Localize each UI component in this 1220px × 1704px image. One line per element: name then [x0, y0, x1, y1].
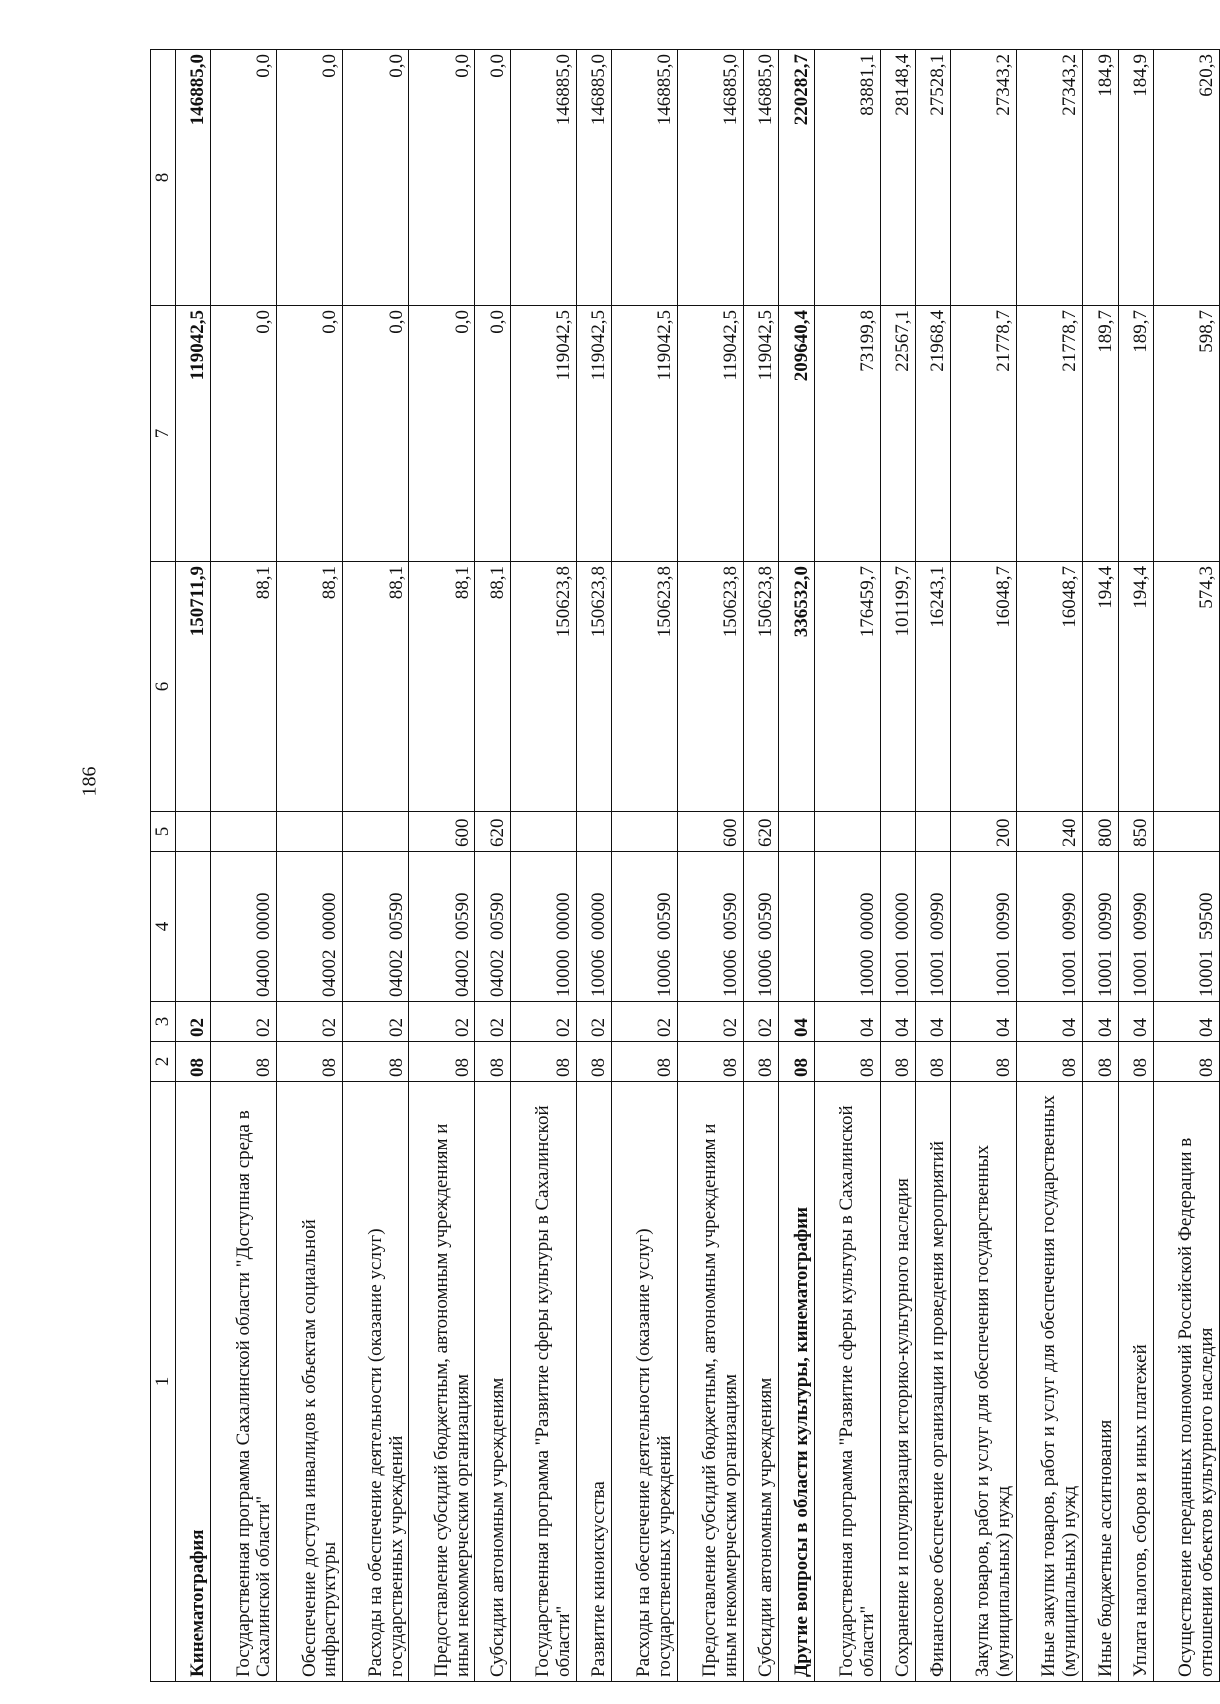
- amount-cell: 150623,8: [744, 562, 779, 812]
- section-code-cell: 08: [409, 1042, 475, 1082]
- table-row: [744, 50, 779, 1682]
- expense-type-cell: 620: [744, 812, 779, 852]
- amount-cell: 0,0: [475, 50, 510, 306]
- amount-cell: 88,1: [409, 562, 475, 812]
- expense-type-cell: 200: [951, 812, 1017, 852]
- table-row: [176, 50, 211, 1682]
- item-name-cell: Субсидии автономным учреждениям: [744, 1082, 779, 1682]
- item-name-cell: Уплата налогов, сборов и иных платежей: [1118, 1082, 1153, 1682]
- table-body: [176, 50, 1220, 1682]
- table-row: [576, 50, 611, 1682]
- amount-cell: 27343,2: [1017, 50, 1083, 306]
- target-article-cell: 10001 00000: [880, 852, 915, 1002]
- subsection-code-cell: 02: [510, 1002, 576, 1042]
- table-row: [915, 50, 950, 1682]
- item-name-cell: Расходы на обеспечение деятельности (оказание услуг) государственных учреждений: [343, 1082, 409, 1682]
- item-name-cell: Государственная программа Сахалинской области "Доступная среда в Сахалинской области": [211, 1082, 277, 1682]
- table-row: [211, 50, 277, 1682]
- expense-type-cell: 620: [475, 812, 510, 852]
- item-name-cell: Иные бюджетные ассигнования: [1083, 1082, 1118, 1682]
- section-code-cell: 08: [880, 1042, 915, 1082]
- item-name-cell: Государственная программа "Развитие сферы культуры в Сахалинской области": [510, 1082, 576, 1682]
- table-row: [779, 50, 814, 1682]
- item-name-cell: Другие вопросы в области культуры, кинематографии: [779, 1082, 814, 1682]
- amount-cell: 22567,1: [880, 306, 915, 562]
- target-article-cell: 04002 00000: [277, 852, 343, 1002]
- target-article-cell: 04002 00590: [343, 852, 409, 1002]
- amount-cell: 0,0: [409, 50, 475, 306]
- header-cell: 4: [151, 852, 176, 1002]
- section-code-cell: 08: [744, 1042, 779, 1082]
- item-name-cell: Расходы на обеспечение деятельности (оказание услуг) государственных учреждений: [612, 1082, 678, 1682]
- amount-cell: 21778,7: [951, 306, 1017, 562]
- item-name-cell: Иные закупки товаров, работ и услуг для обеспечения государственных (муниципальных) нужд: [1017, 1082, 1083, 1682]
- amount-cell: 119042,5: [576, 306, 611, 562]
- table-row: [880, 50, 915, 1682]
- item-name-cell: Сохранение и популяризация историко-культурного наследия: [880, 1082, 915, 1682]
- expense-type-cell: [612, 812, 678, 852]
- budget-table-container: [150, 50, 1220, 1682]
- target-article-cell: 10006 00590: [612, 852, 678, 1002]
- target-article-cell: 10001 00990: [915, 852, 950, 1002]
- amount-cell: 28148,4: [880, 50, 915, 306]
- amount-cell: 194,4: [1083, 562, 1118, 812]
- target-article-cell: 10000 00000: [510, 852, 576, 1002]
- page-number: 186: [78, 766, 101, 797]
- subsection-code-cell: 04: [1153, 1002, 1219, 1042]
- target-article-cell: 10000 00000: [814, 852, 880, 1002]
- amount-cell: 88,1: [277, 562, 343, 812]
- amount-cell: 0,0: [277, 306, 343, 562]
- section-code-cell: 08: [814, 1042, 880, 1082]
- expense-type-cell: [277, 812, 343, 852]
- amount-cell: 88,1: [343, 562, 409, 812]
- expense-type-cell: 850: [1118, 812, 1153, 852]
- amount-cell: 27343,2: [951, 50, 1017, 306]
- target-article-cell: 10001 00990: [1083, 852, 1118, 1002]
- header-cell: 8: [151, 50, 176, 306]
- expense-type-cell: [211, 812, 277, 852]
- section-code-cell: 08: [779, 1042, 814, 1082]
- amount-cell: 194,4: [1118, 562, 1153, 812]
- amount-cell: 119042,5: [678, 306, 744, 562]
- amount-cell: 16243,1: [915, 562, 950, 812]
- table-row: [951, 50, 1017, 1682]
- amount-cell: 0,0: [211, 50, 277, 306]
- amount-cell: 574,3: [1153, 562, 1219, 812]
- section-code-cell: 08: [678, 1042, 744, 1082]
- header-cell: 5: [151, 812, 176, 852]
- item-name-cell: Финансовое обеспечение организации и проведения мероприятий: [915, 1082, 950, 1682]
- amount-cell: 88,1: [475, 562, 510, 812]
- amount-cell: 0,0: [343, 50, 409, 306]
- table-row: [612, 50, 678, 1682]
- amount-cell: 83881,1: [814, 50, 880, 306]
- amount-cell: 0,0: [211, 306, 277, 562]
- section-code-cell: 08: [612, 1042, 678, 1082]
- target-article-cell: [779, 852, 814, 1002]
- amount-cell: 27528,1: [915, 50, 950, 306]
- table-row: [1153, 50, 1219, 1682]
- item-name-cell: Обеспечение доступа инвалидов к объектам социальной инфраструктуры: [277, 1082, 343, 1682]
- amount-cell: 620,3: [1153, 50, 1219, 306]
- section-code-cell: 08: [1083, 1042, 1118, 1082]
- header-cell: 2: [151, 1042, 176, 1082]
- amount-cell: 101199,7: [880, 562, 915, 812]
- amount-cell: 21968,4: [915, 306, 950, 562]
- item-name-cell: Предоставление субсидий бюджетным, автономным учреждениям и иным некоммерческим организациям: [678, 1082, 744, 1682]
- table-row: [409, 50, 475, 1682]
- amount-cell: 119042,5: [612, 306, 678, 562]
- subsection-code-cell: 04: [951, 1002, 1017, 1042]
- amount-cell: 209640,4: [779, 306, 814, 562]
- section-code-cell: 08: [1153, 1042, 1219, 1082]
- expense-type-cell: [510, 812, 576, 852]
- amount-cell: 16048,7: [951, 562, 1017, 812]
- amount-cell: 146885,0: [176, 50, 211, 306]
- amount-cell: 0,0: [343, 306, 409, 562]
- section-code-cell: 08: [951, 1042, 1017, 1082]
- section-code-cell: 08: [343, 1042, 409, 1082]
- expense-type-cell: 800: [1083, 812, 1118, 852]
- target-article-cell: 10001 00990: [1017, 852, 1083, 1002]
- subsection-code-cell: 02: [744, 1002, 779, 1042]
- subsection-code-cell: 04: [814, 1002, 880, 1042]
- item-name-cell: Государственная программа "Развитие сферы культуры в Сахалинской области": [814, 1082, 880, 1682]
- subsection-code-cell: 04: [1017, 1002, 1083, 1042]
- target-article-cell: 10001 00990: [951, 852, 1017, 1002]
- amount-cell: 146885,0: [510, 50, 576, 306]
- target-article-cell: [176, 852, 211, 1002]
- amount-cell: 189,7: [1083, 306, 1118, 562]
- target-article-cell: 10001 59500: [1153, 852, 1219, 1002]
- amount-cell: 336532,0: [779, 562, 814, 812]
- amount-cell: 184,9: [1083, 50, 1118, 306]
- table-row: [277, 50, 343, 1682]
- amount-cell: 176459,7: [814, 562, 880, 812]
- target-article-cell: 10001 00990: [1118, 852, 1153, 1002]
- item-name-cell: Осуществление переданных полномочий Российской Федерации в отношении объектов культурного наследия: [1153, 1082, 1219, 1682]
- amount-cell: 150623,8: [678, 562, 744, 812]
- subsection-code-cell: 02: [612, 1002, 678, 1042]
- amount-cell: 189,7: [1118, 306, 1153, 562]
- header-row: [151, 50, 176, 1682]
- subsection-code-cell: 02: [343, 1002, 409, 1042]
- section-code-cell: 08: [1017, 1042, 1083, 1082]
- subsection-code-cell: 02: [475, 1002, 510, 1042]
- expense-type-cell: [343, 812, 409, 852]
- subsection-code-cell: 02: [211, 1002, 277, 1042]
- amount-cell: 146885,0: [744, 50, 779, 306]
- target-article-cell: 10006 00590: [678, 852, 744, 1002]
- target-article-cell: 04002 00590: [475, 852, 510, 1002]
- amount-cell: 150711,9: [176, 562, 211, 812]
- table-row: [1118, 50, 1153, 1682]
- subsection-code-cell: 02: [176, 1002, 211, 1042]
- amount-cell: 0,0: [409, 306, 475, 562]
- expense-type-cell: [576, 812, 611, 852]
- amount-cell: 184,9: [1118, 50, 1153, 306]
- section-code-cell: 08: [211, 1042, 277, 1082]
- section-code-cell: 08: [915, 1042, 950, 1082]
- subsection-code-cell: 02: [277, 1002, 343, 1042]
- section-code-cell: 08: [176, 1042, 211, 1082]
- amount-cell: 598,7: [1153, 306, 1219, 562]
- table-row: [510, 50, 576, 1682]
- expense-type-cell: [176, 812, 211, 852]
- header-cell: 3: [151, 1002, 176, 1042]
- amount-cell: 0,0: [277, 50, 343, 306]
- target-article-cell: 10006 00000: [576, 852, 611, 1002]
- target-article-cell: 10006 00590: [744, 852, 779, 1002]
- amount-cell: 73199,8: [814, 306, 880, 562]
- table-row: [343, 50, 409, 1682]
- subsection-code-cell: 04: [779, 1002, 814, 1042]
- amount-cell: 150623,8: [576, 562, 611, 812]
- table-row: [1017, 50, 1083, 1682]
- subsection-code-cell: 04: [880, 1002, 915, 1042]
- section-code-cell: 08: [1118, 1042, 1153, 1082]
- header-cell: 6: [151, 562, 176, 812]
- expense-type-cell: 600: [409, 812, 475, 852]
- section-code-cell: 08: [277, 1042, 343, 1082]
- amount-cell: 220282,7: [779, 50, 814, 306]
- amount-cell: 0,0: [475, 306, 510, 562]
- amount-cell: 119042,5: [510, 306, 576, 562]
- target-article-cell: 04002 00590: [409, 852, 475, 1002]
- amount-cell: 146885,0: [612, 50, 678, 306]
- subsection-code-cell: 04: [915, 1002, 950, 1042]
- item-name-cell: Субсидии автономным учреждениям: [475, 1082, 510, 1682]
- subsection-code-cell: 04: [1118, 1002, 1153, 1042]
- header-cell: 1: [151, 1082, 176, 1682]
- section-code-cell: 08: [475, 1042, 510, 1082]
- expense-type-cell: [1153, 812, 1219, 852]
- subsection-code-cell: 02: [678, 1002, 744, 1042]
- expense-type-cell: [779, 812, 814, 852]
- subsection-code-cell: 02: [576, 1002, 611, 1042]
- expense-type-cell: 240: [1017, 812, 1083, 852]
- expense-type-cell: [915, 812, 950, 852]
- expense-type-cell: [880, 812, 915, 852]
- item-name-cell: Предоставление субсидий бюджетным, автономным учреждениям и иным некоммерческим организациям: [409, 1082, 475, 1682]
- subsection-code-cell: 02: [409, 1002, 475, 1042]
- subsection-code-cell: 04: [1083, 1002, 1118, 1042]
- header-cell: 7: [151, 306, 176, 562]
- item-name-cell: Закупка товаров, работ и услуг для обеспечения государственных (муниципальных) нужд: [951, 1082, 1017, 1682]
- expense-type-cell: [814, 812, 880, 852]
- table-row: [1083, 50, 1118, 1682]
- target-article-cell: 04000 00000: [211, 852, 277, 1002]
- amount-cell: 150623,8: [510, 562, 576, 812]
- budget-table: [150, 49, 1220, 1682]
- table-row: [814, 50, 880, 1682]
- amount-cell: 119042,5: [176, 306, 211, 562]
- amount-cell: 88,1: [211, 562, 277, 812]
- item-name-cell: Кинематография: [176, 1082, 211, 1682]
- amount-cell: 150623,8: [612, 562, 678, 812]
- section-code-cell: 08: [576, 1042, 611, 1082]
- amount-cell: 119042,5: [744, 306, 779, 562]
- amount-cell: 16048,7: [1017, 562, 1083, 812]
- amount-cell: 146885,0: [678, 50, 744, 306]
- table-row: [678, 50, 744, 1682]
- section-code-cell: 08: [510, 1042, 576, 1082]
- table-row: [475, 50, 510, 1682]
- amount-cell: 146885,0: [576, 50, 611, 306]
- expense-type-cell: 600: [678, 812, 744, 852]
- item-name-cell: Развитие киноискусства: [576, 1082, 611, 1682]
- amount-cell: 21778,7: [1017, 306, 1083, 562]
